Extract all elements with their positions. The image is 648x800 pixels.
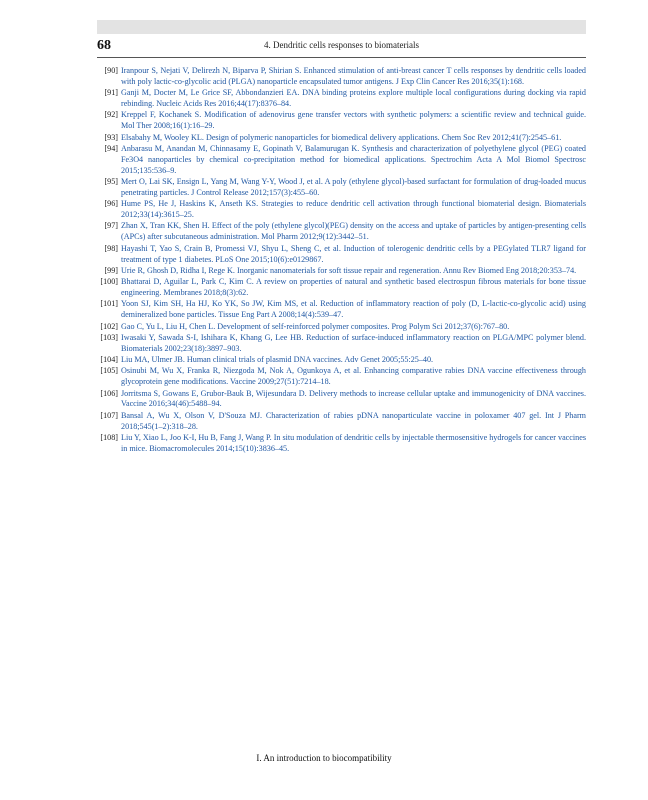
reference-number: [98] xyxy=(104,243,118,253)
reference-link[interactable]: Ganji M, Docter M, Le Grice SF, Abbondanzieri EA. DNA binding proteins explore multiple local configurations during docking via rapid rebinding. Nucleic Acids Res 2016;44(17):8376–84. xyxy=(121,88,586,109)
reference-number: [104] xyxy=(100,355,118,365)
reference-number: [92] xyxy=(104,110,118,120)
reference-number: [105] xyxy=(100,366,118,376)
reference-link[interactable]: Hume PS, He J, Haskins K, Anseth KS. Strategies to reduce dendritic cell activation through functional biomaterial design. Biomaterials 2012;33(14):3615–25. xyxy=(121,199,586,220)
reference-link[interactable]: Liu MA, Ulmer JB. Human clinical trials of plasmid DNA vaccines. Adv Genet 2005;55:25–40. xyxy=(121,355,434,365)
reference-link[interactable]: Iranpour S, Nejati V, Delirezh N, Biparva P, Shirian S. Enhanced stimulation of anti-breast cancer T cells responses by dendritic cells loaded with poly lactic-co-glycolic acid (PLGA) nanoparticle encapsulated tumor antigens. J Exp Clin Cancer Res 2016;35(1):168. xyxy=(121,66,586,86)
reference-link[interactable]: Osinubi M, Wu X, Franka R, Niezgoda M, Nok A, Ogunkoya A, et al. Enhancing comparative rabies DNA vaccine effectiveness through glycoprotein gene modifications. Vaccine 2009;27(51):7214–18. xyxy=(121,366,586,387)
reference-item xyxy=(97,199,586,221)
reference-item xyxy=(97,277,586,299)
top-band xyxy=(97,20,586,34)
reference-link[interactable]: Elsabahy M, Wooley KL. Design of polymeric nanoparticles for biomedical delivery applications. Chem Soc Rev 2012;41(7):2545–61. xyxy=(121,132,562,142)
reference-item xyxy=(97,221,586,243)
reference-link[interactable]: Yoon SJ, Kim SH, Ha HJ, Ko YK, So JW, Kim MS, et al. Reduction of inflammatory reaction of poly (D, L-lactic-co-glycolic acid) using demineralized bone particles. Tissue Eng Part A 2008;14(4):539–47. xyxy=(121,299,586,320)
reference-number: [100] xyxy=(100,277,118,287)
reference-item xyxy=(97,299,586,321)
reference-number: [107] xyxy=(100,410,118,420)
reference-number: [101] xyxy=(100,299,118,309)
reference-item xyxy=(97,66,586,88)
reference-link[interactable]: Liu Y, Xiao L, Joo K-I, Hu B, Fang J, Wang P. In situ modulation of dendritic cells by injectable thermosensitive hydrogels for cancer vaccines in mice. Biomacromolecules 2014;15(10):3836–45. xyxy=(121,432,586,453)
reference-link[interactable]: Urie R, Ghosh D, Ridha I, Rege K. Inorganic nanomaterials for soft tissue repair and regeneration. Annu Rev Biomed Eng 2018;20:353–74. xyxy=(121,265,577,275)
page-footer: I. An introduction to biocompatibility xyxy=(256,753,392,763)
reference-link[interactable]: Iwasaki Y, Sawada S-I, Ishihara K, Khang G, Lee HB. Reduction of surface-induced inflammatory reaction on PLGA/MPC polymer blend. Biomaterials 2002;23(18):3897–903. xyxy=(121,332,586,353)
reference-item xyxy=(97,177,586,199)
reference-item xyxy=(97,266,586,277)
reference-item xyxy=(97,333,586,355)
reference-number: [108] xyxy=(100,432,118,442)
reference-link[interactable]: Anbarasu M, Anandan M, Chinnasamy E, Gopinath V, Balamurugan K. Synthesis and characterization of polyethylene glycol (PEG) coated Fe3O4 nanoparticles by chemical co-precipitation method for biomedical applications. Spectrochim Acta A Mol Biomol Spectrosc 2015;135:536–9. xyxy=(121,143,586,175)
reference-number: [93] xyxy=(104,132,118,142)
reference-number: [99] xyxy=(104,265,118,275)
page-number: 68 xyxy=(97,38,111,53)
running-head: 4. Dendritic cells responses to biomaterials xyxy=(264,40,419,50)
reference-number: [95] xyxy=(104,177,118,187)
reference-item xyxy=(97,244,586,266)
reference-item xyxy=(97,110,586,132)
reference-number: [102] xyxy=(100,321,118,331)
reference-link[interactable]: Mert O, Lai SK, Ensign L, Yang M, Wang Y-Y, Wood J, et al. A poly (ethylene glycol)-based surfactant for formulation of drug-loaded mucus penetrating particles. J Control Release 2012;157(3):455–60. xyxy=(121,177,586,197)
reference-list xyxy=(97,66,586,455)
reference-link[interactable]: Kreppel F, Kochanek S. Modification of adenovirus gene transfer vectors with synthetic polymers: a scientific review and technical guide. Mol Ther 2008;16(1):16–29. xyxy=(121,110,586,131)
reference-item xyxy=(97,144,586,177)
reference-item xyxy=(97,366,586,388)
reference-number: [103] xyxy=(100,332,118,342)
reference-item xyxy=(97,88,586,110)
reference-item xyxy=(97,355,586,366)
reference-item xyxy=(97,322,586,333)
reference-number: [91] xyxy=(104,88,118,98)
reference-item xyxy=(97,133,586,144)
reference-number: [106] xyxy=(100,388,118,398)
header-rule xyxy=(97,57,586,58)
reference-link[interactable]: Hayashi T, Yao S, Crain B, Promessi VJ, Shyu L, Sheng C, et al. Induction of tolerogenic dendritic cells by a PEGylated TLR7 ligand for treatment of type 1 diabetes. PLoS One 2015;10(6):e0129867. xyxy=(121,243,586,264)
reference-item xyxy=(97,389,586,411)
reference-link[interactable]: Jorritsma S, Gowans E, Grubor-Bauk B, Wijesundara D. Delivery methods to increase cellular uptake and immunogenicity of DNA vaccines. Vaccine 2016;34(46):5488–94. xyxy=(121,388,586,409)
reference-number: [90] xyxy=(104,66,118,75)
reference-link[interactable]: Gao C, Yu L, Liu H, Chen L. Development of self-reinforced polymer composites. Prog Polym Sci 2012;37(6):767–80. xyxy=(121,321,510,331)
reference-link[interactable]: Bansal A, Wu X, Olson V, D'Souza MJ. Characterization of rabies pDNA nanoparticulate vaccine in poloxamer 407 gel. Int J Pharm 2018;545(1–2):318–28. xyxy=(121,410,586,431)
reference-number: [94] xyxy=(104,143,118,153)
reference-item xyxy=(97,433,586,455)
reference-number: [97] xyxy=(104,221,118,231)
reference-number: [96] xyxy=(104,199,118,209)
page-header xyxy=(97,36,586,56)
reference-item xyxy=(97,411,586,433)
reference-link[interactable]: Bhattarai D, Aguilar L, Park C, Kim C. A review on properties of natural and synthetic based electrospun fibrous materials for bone tissue engineering. Membranes 2018;8(3):62. xyxy=(121,277,586,298)
reference-link[interactable]: Zhan X, Tran KK, Shen H. Effect of the poly (ethylene glycol)(PEG) density on the access and uptake of particles by antigen-presenting cells (APCs) after subcutaneous administration. Mol Pharm 2012;9(12):3442–51. xyxy=(121,221,586,242)
